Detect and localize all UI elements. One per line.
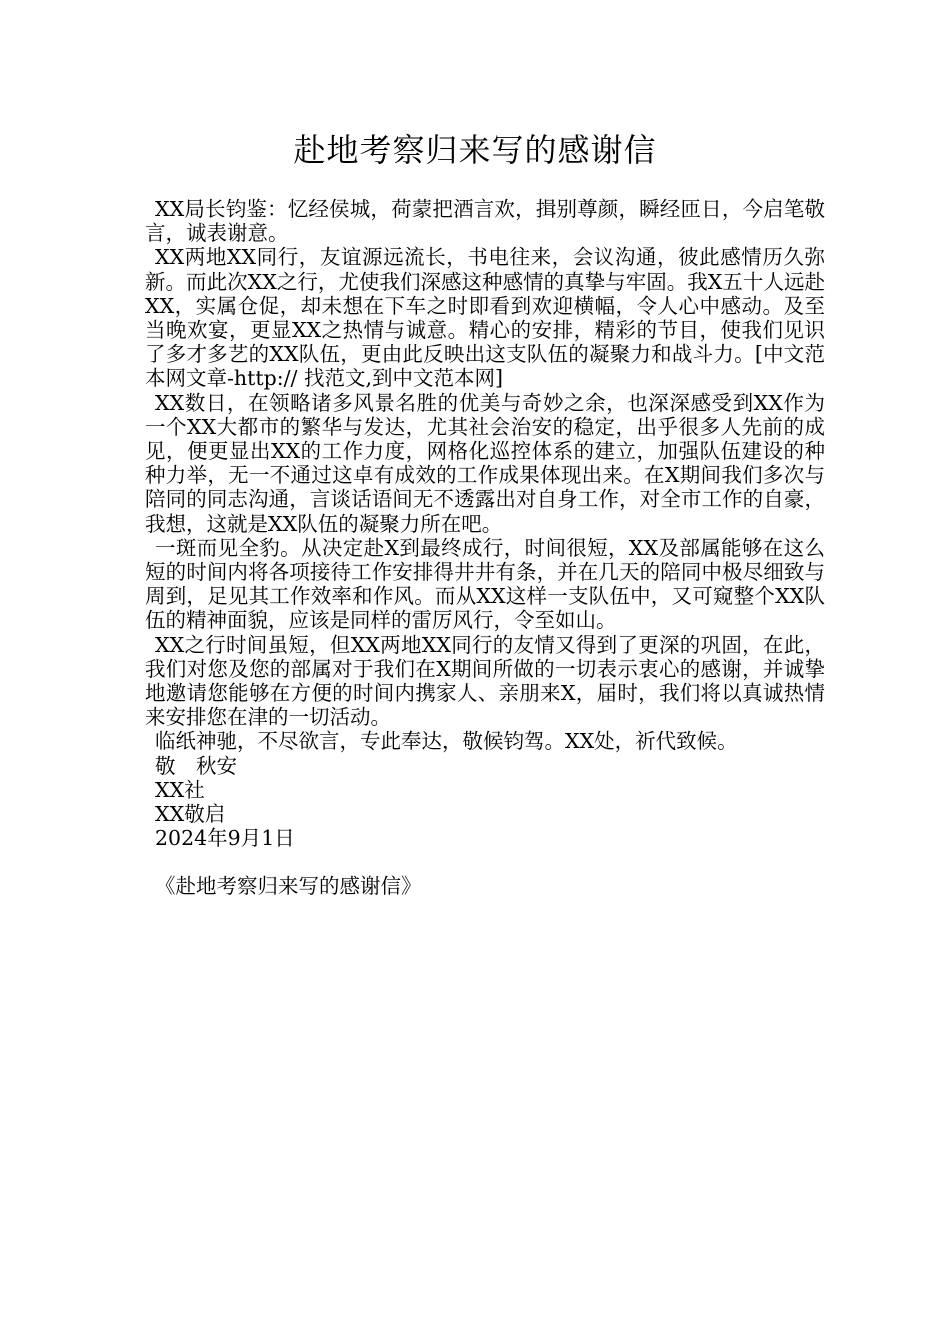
signature-org: XX社 bbox=[155, 777, 205, 802]
letter-body bbox=[145, 197, 825, 899]
spacer bbox=[145, 850, 825, 874]
signature-sender: XX敬启 bbox=[155, 802, 226, 827]
footer-title: 《赴地考察归来写的感谢信》 bbox=[155, 874, 422, 899]
closing-line: 临纸神驰，不尽欲言，专此奉达，敬候钧驾。XX处，祈代致候。 bbox=[155, 729, 738, 754]
closing-respect: 敬 秋安 bbox=[155, 753, 237, 778]
document-title: 赴地考察归来写的感谢信 bbox=[293, 131, 657, 169]
paragraph-salutation: XX局长钧鉴：忆经侯城，荷蒙把酒言欢，揖别尊颜，瞬经匝日，今启笔敬言，诚表谢意。 bbox=[145, 197, 825, 246]
letter-date: 2024年9月1日 bbox=[155, 826, 295, 851]
paragraph-gratitude: XX之行时间虽短，但XX两地XX同行的友情又得到了更深的巩固，在此，我们对您及您的部属对于我们在X期间所做的一切表示衷心的感谢，并诚挚地邀请您能够在方便的时间内携家人、亲朋来X，届时，我们将以真诚热情来安排您在津的一切活动。 bbox=[145, 632, 825, 730]
paragraph-visit-impressions: XX数日，在领略诸多风景名胜的优美与奇妙之余，也深深感受到XX作为一个XX大都市的繁华与发达，尤其社会治安的稳定，出乎很多人先前的成见，便更显出XX的工作力度，网格化巡控体系的建立，加强队伍建设的种种力举，无一不通过这卓有成效的工作成果体现出来。在X期间我们多次与陪同的同志沟通，言谈话语间无不透露出对自身工作，对全市工作的自豪，我想，这就是XX队伍的凝聚力所在吧。 bbox=[145, 390, 825, 536]
paragraph-friendship: XX两地XX同行，友谊源远流长，书电往来，会议沟通，彼此感情历久弥新。而此次XX之行，尤使我们深感这种感情的真挚与牢固。我X五十人远赴XX，实属仓促，却未想在下车之时即看到欢迎横幅，令人心中感动。及至当晚欢宴，更显XX之热情与诚意。精心的安排，精彩的节目，使我们见识了多才多艺的XX队伍，更由此反映出这支队伍的凝聚力和战斗力。[中文范本网文章-http:// 找范文,到中文范本网] bbox=[145, 245, 825, 391]
paragraph-reception: 一斑而见全豹。从决定赴X到最终成行，时间很短，XX及部属能够在这么短的时间内将各项接待工作安排得井井有条，并在几天的陪同中极尽细致与周到，足见其工作效率和作风。而从XX这样一支队伍中，又可窥整个XX队伍的精神面貌，应该是同样的雷厉风行，令至如山。 bbox=[145, 535, 825, 633]
